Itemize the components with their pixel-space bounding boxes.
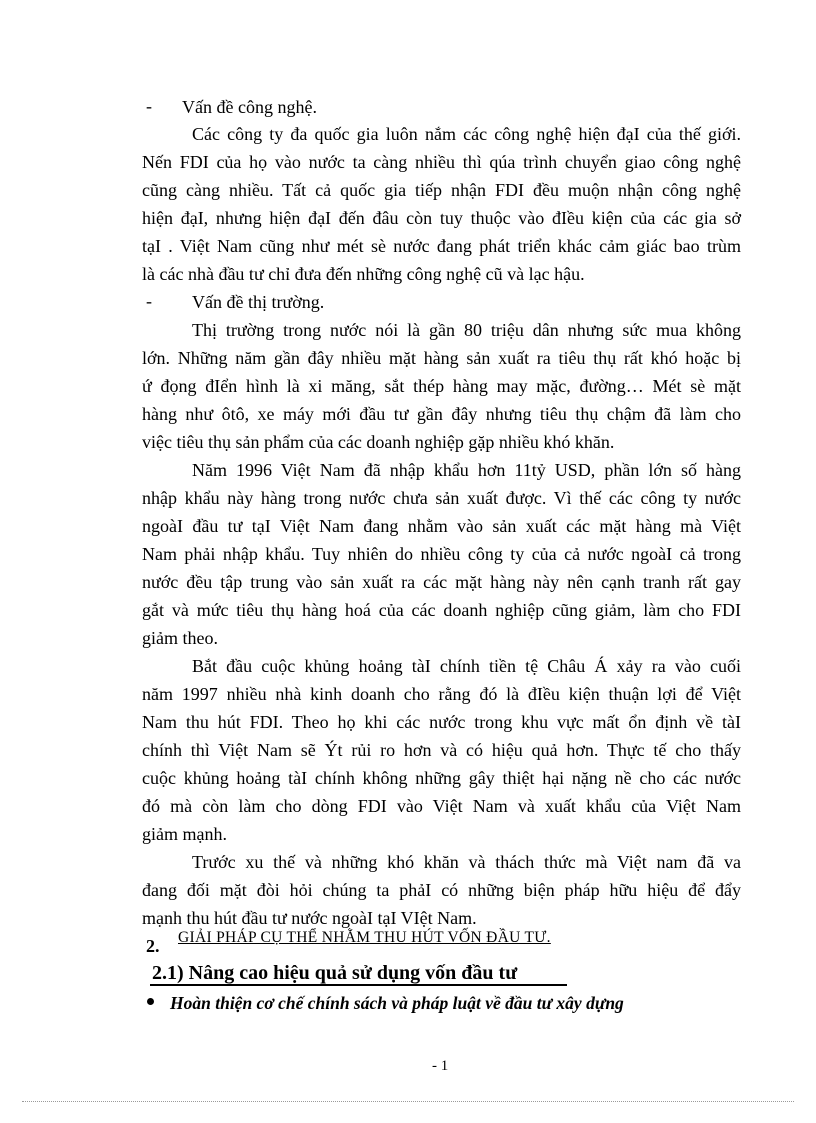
dash-marker: - (146, 291, 152, 311)
paragraph-line: giảm theo. (142, 628, 218, 648)
section-title-market: Vấn đề thị trường. (192, 292, 325, 312)
heading-2-1-underline (150, 984, 567, 986)
paragraph-line: việc tiêu thụ sản phẩm của các doanh nghiệp gặp nhiều khó khăn. (142, 432, 615, 452)
paragraph-line: năm 1997 nhiều nhà kinh doanh cho rằng đó là đIều kiện thuận lợi để Việt (142, 684, 741, 704)
paragraph-line: nhập khẩu này hàng trong nước chưa sản xuất được. Vì thế các công ty nước (142, 488, 741, 508)
paragraph-line: giảm mạnh. (142, 824, 227, 844)
page-number: - 1 (432, 1058, 449, 1074)
heading-2-number: 2. (146, 936, 160, 956)
paragraph-line: mạnh thu hút đầu tư nước ngoàI tạI VIệt Nam. (142, 908, 477, 928)
paragraph-line: Các công ty đa quốc gia luôn nắm các công nghệ hiện đạI của thế giới. (192, 124, 741, 144)
paragraph-line: đang đối mặt đòi hỏi chúng ta phảI có những biện pháp hữu hiệu để đẩy (142, 880, 741, 900)
paragraph-line: là các nhà đầu tư chỉ đưa đến những công nghệ cũ và lạc hậu. (142, 264, 585, 284)
bullet-item-text: Hoàn thiện cơ chế chính sách và pháp luật về đầu tư xây dựng (170, 993, 624, 1013)
paragraph-line: Nam phải nhập khẩu. Tuy nhiên do nhiều công ty của cả nước ngoàI cả trong (142, 544, 741, 564)
heading-2-1-title: 2.1) Nâng cao hiệu quả sử dụng vốn đầu tư (152, 962, 518, 984)
page-bottom-divider (22, 1101, 794, 1102)
paragraph-line: Bắt đầu cuộc khủng hoảng tàI chính tiền tệ Châu Á xảy ra vào cuối (192, 656, 741, 676)
paragraph-line: lớn. Những năm gần đây nhiều mặt hàng sản xuất ra tiêu thụ rất khó hoặc bị (142, 348, 741, 368)
paragraph-line: Thị trường trong nước nói là gần 80 triệu dân nhưng sức mua không (192, 320, 741, 340)
paragraph-line: đó mà còn làm cho dòng FDI vào Việt Nam và xuất khẩu của Việt Nam (142, 796, 741, 816)
paragraph-line: Năm 1996 Việt Nam đã nhập khẩu hơn 11tỷ USD, phần lớn số hàng (192, 460, 741, 480)
paragraph-line: chính thì Việt Nam sẽ Ýt rủi ro hơn và có hiệu quả hơn. Thực tế cho thấy (142, 740, 741, 760)
paragraph-line: cuộc khủng hoảng tàI chính không những gây thiệt hại nặng nề cho các nước (142, 768, 741, 788)
paragraph-line: Nam thu hút FDI. Theo họ khi các nước trong khu vực mất ổn định về tàI (142, 712, 741, 732)
paragraph-line: hàng như ôtô, xe máy mới đầu tư gần đây nhưng tiêu thụ chậm đã làm cho (142, 404, 741, 424)
paragraph-line: gắt và mức tiêu thụ hàng hoá của các doanh nghiệp cũng giảm, làm cho FDI (142, 600, 741, 620)
paragraph-line: hiện đạI, nhưng hiện đạI đến đâu còn tuy thuộc vào đIều kiện của các gia sở (142, 208, 741, 228)
bullet-icon (147, 998, 154, 1005)
paragraph-line: nước đều tập trung vào sản xuất ra các mặt hàng này nên cạnh tranh rất gay (142, 572, 741, 592)
paragraph-line: Trước xu thế và những khó khăn và thách thức mà Việt nam đã va (192, 852, 741, 872)
paragraph-line: Nến FDI của họ vào nước ta càng nhiều thì qúa trình chuyển giao công nghệ (142, 152, 741, 172)
paragraph-line: ứ đọng đIển hình là xi măng, sắt thép hàng may mặc, đường… Mét sè mặt (142, 376, 741, 396)
section-title-technology: Vấn đề công nghệ. (182, 97, 317, 117)
paragraph-line: tạI . Việt Nam cũng như mét sè nước đang phát triển khác cảm giác bao trùm (142, 236, 741, 256)
paragraph-line: cũng càng nhiều. Tất cả quốc gia tiếp nhận FDI đều muộn nhận công nghệ (142, 180, 741, 200)
paragraph-line: ngoàI đầu tư tạI Việt Nam đang nhằm vào sản xuất các mặt hàng mà Việt (142, 516, 741, 536)
dash-marker: - (146, 96, 152, 116)
heading-2-title: GIẢI PHÁP CỤ THỂ NHẰM THU HÚT VỐN ĐẦU TƯ. (178, 929, 551, 946)
